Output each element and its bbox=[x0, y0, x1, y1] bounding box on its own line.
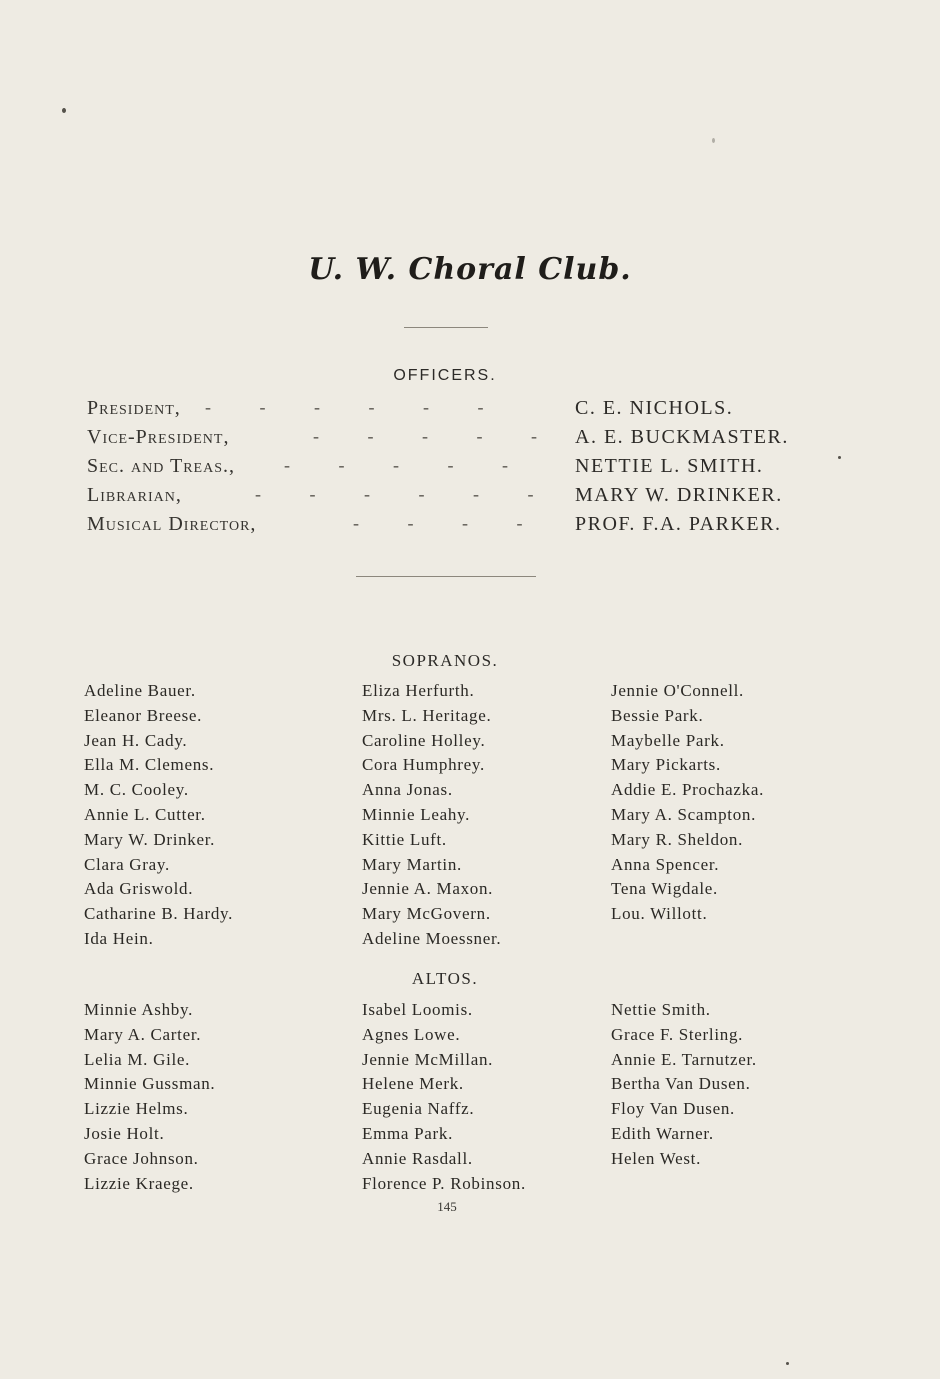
member-name: Helen West. bbox=[611, 1148, 702, 1168]
office-title: President, bbox=[87, 397, 181, 419]
paper-speck bbox=[62, 108, 66, 113]
member-name: Addie E. Prochazka. bbox=[611, 780, 765, 800]
office-title: Librarian, bbox=[87, 484, 182, 506]
member-name: Mary W. Drinker. bbox=[84, 829, 216, 849]
sopranos-column-1 bbox=[84, 679, 233, 952]
member-name: Lou. Willott. bbox=[611, 904, 708, 924]
member-name: Ida Hein. bbox=[84, 928, 154, 948]
leader-dashes: - - - - - bbox=[313, 426, 537, 446]
altos-column-3 bbox=[611, 998, 757, 1172]
member-name: Agnes Lowe. bbox=[362, 1024, 461, 1044]
member-name: Adeline Moessner. bbox=[362, 928, 502, 948]
member-name: Florence P. Robinson. bbox=[362, 1173, 526, 1193]
member-name: Cora Humphrey. bbox=[362, 755, 485, 775]
paper-speck bbox=[786, 1362, 789, 1365]
member-name: Catharine B. Hardy. bbox=[84, 904, 234, 924]
member-name: Lizzie Helms. bbox=[84, 1099, 189, 1119]
office-holder: C. E. NICHOLS. bbox=[575, 397, 734, 419]
member-name: Clara Gray. bbox=[84, 854, 170, 874]
member-name: Jennie O'Connell. bbox=[611, 681, 745, 700]
paper-speck bbox=[712, 138, 715, 143]
page-title: U. W. Choral Club. bbox=[308, 252, 632, 287]
officer-row bbox=[87, 397, 827, 427]
member-name: Bertha Van Dusen. bbox=[611, 1074, 751, 1094]
member-name: Isabel Loomis. bbox=[362, 1000, 473, 1019]
officer-row bbox=[87, 426, 827, 456]
member-name: Mary A. Scampton. bbox=[611, 804, 757, 824]
member-name: Grace Johnson. bbox=[84, 1148, 199, 1168]
member-name: Mary Pickarts. bbox=[611, 755, 721, 775]
member-name: Josie Holt. bbox=[84, 1123, 165, 1143]
officer-row bbox=[87, 513, 827, 543]
title-rule bbox=[404, 327, 488, 328]
leader-dashes: - - - - - bbox=[284, 455, 508, 475]
member-name: Tena Wigdale. bbox=[611, 879, 718, 899]
member-name: Jean H. Cady. bbox=[84, 730, 188, 750]
member-name: Eliza Herfurth. bbox=[362, 681, 475, 700]
office-title: Vice-President, bbox=[87, 426, 230, 448]
sopranos-heading: SOPRANOS. bbox=[391, 651, 499, 670]
office-holder: A. E. BUCKMASTER. bbox=[575, 426, 789, 448]
member-name: Mary McGovern. bbox=[362, 904, 491, 924]
member-name: Helene Merk. bbox=[362, 1074, 464, 1094]
member-name: M. C. Cooley. bbox=[84, 780, 189, 800]
member-name: Annie Rasdall. bbox=[362, 1148, 473, 1168]
altos-column-2 bbox=[362, 998, 526, 1196]
sopranos-column-3 bbox=[611, 679, 764, 927]
paper-speck bbox=[838, 456, 841, 459]
member-name: Mrs. L. Heritage. bbox=[362, 705, 492, 725]
office-title: Sec. and Treas., bbox=[87, 455, 235, 477]
member-name: Minnie Gussman. bbox=[84, 1074, 216, 1094]
member-name: Emma Park. bbox=[362, 1123, 454, 1143]
office-holder: NETTIE L. SMITH. bbox=[575, 455, 764, 477]
altos-column-1 bbox=[84, 998, 215, 1196]
member-name: Adeline Bauer. bbox=[84, 681, 196, 700]
officer-row bbox=[87, 484, 827, 514]
member-name: Maybelle Park. bbox=[611, 730, 725, 750]
sopranos-column-2 bbox=[362, 679, 501, 952]
member-name: Jennie A. Maxon. bbox=[362, 879, 494, 899]
office-title: Musical Director, bbox=[87, 513, 257, 535]
page-number: 145 bbox=[437, 1199, 457, 1214]
member-name: Edith Warner. bbox=[611, 1123, 714, 1143]
member-name: Mary Martin. bbox=[362, 854, 462, 874]
member-name: Anna Jonas. bbox=[362, 780, 453, 800]
member-name: Nettie Smith. bbox=[611, 1000, 711, 1019]
member-name: Ella M. Clemens. bbox=[84, 755, 215, 775]
member-name: Annie L. Cutter. bbox=[84, 804, 206, 824]
member-name: Eleanor Breese. bbox=[84, 705, 203, 725]
member-name: Minnie Ashby. bbox=[84, 1000, 194, 1019]
office-holder: MARY W. DRINKER. bbox=[575, 484, 783, 506]
leader-dashes: - - - - - - bbox=[205, 397, 484, 417]
member-name: Lizzie Kraege. bbox=[84, 1173, 194, 1193]
member-name: Caroline Holley. bbox=[362, 730, 486, 750]
section-rule bbox=[356, 576, 536, 577]
leader-dashes: - - - - bbox=[353, 513, 523, 533]
officer-row bbox=[87, 455, 827, 485]
member-name: Grace F. Sterling. bbox=[611, 1024, 744, 1044]
officers-heading: OFFICERS. bbox=[393, 367, 497, 384]
member-name: Eugenia Naffz. bbox=[362, 1099, 475, 1119]
member-name: Mary R. Sheldon. bbox=[611, 829, 744, 849]
member-name: Jennie McMillan. bbox=[362, 1049, 494, 1069]
member-name: Kittie Luft. bbox=[362, 829, 447, 849]
leader-dashes: - - - - - - bbox=[255, 484, 534, 504]
member-name: Ada Griswold. bbox=[84, 879, 194, 899]
member-name: Annie E. Tarnutzer. bbox=[611, 1049, 757, 1069]
member-name: Minnie Leahy. bbox=[362, 804, 471, 824]
member-name: Anna Spencer. bbox=[611, 854, 720, 874]
office-holder: PROF. F.A. PARKER. bbox=[575, 513, 782, 535]
member-name: Bessie Park. bbox=[611, 705, 704, 725]
member-name: Mary A. Carter. bbox=[84, 1024, 202, 1044]
member-name: Floy Van Dusen. bbox=[611, 1099, 735, 1119]
member-name: Lelia M. Gile. bbox=[84, 1049, 191, 1069]
altos-heading: ALTOS. bbox=[411, 969, 479, 988]
